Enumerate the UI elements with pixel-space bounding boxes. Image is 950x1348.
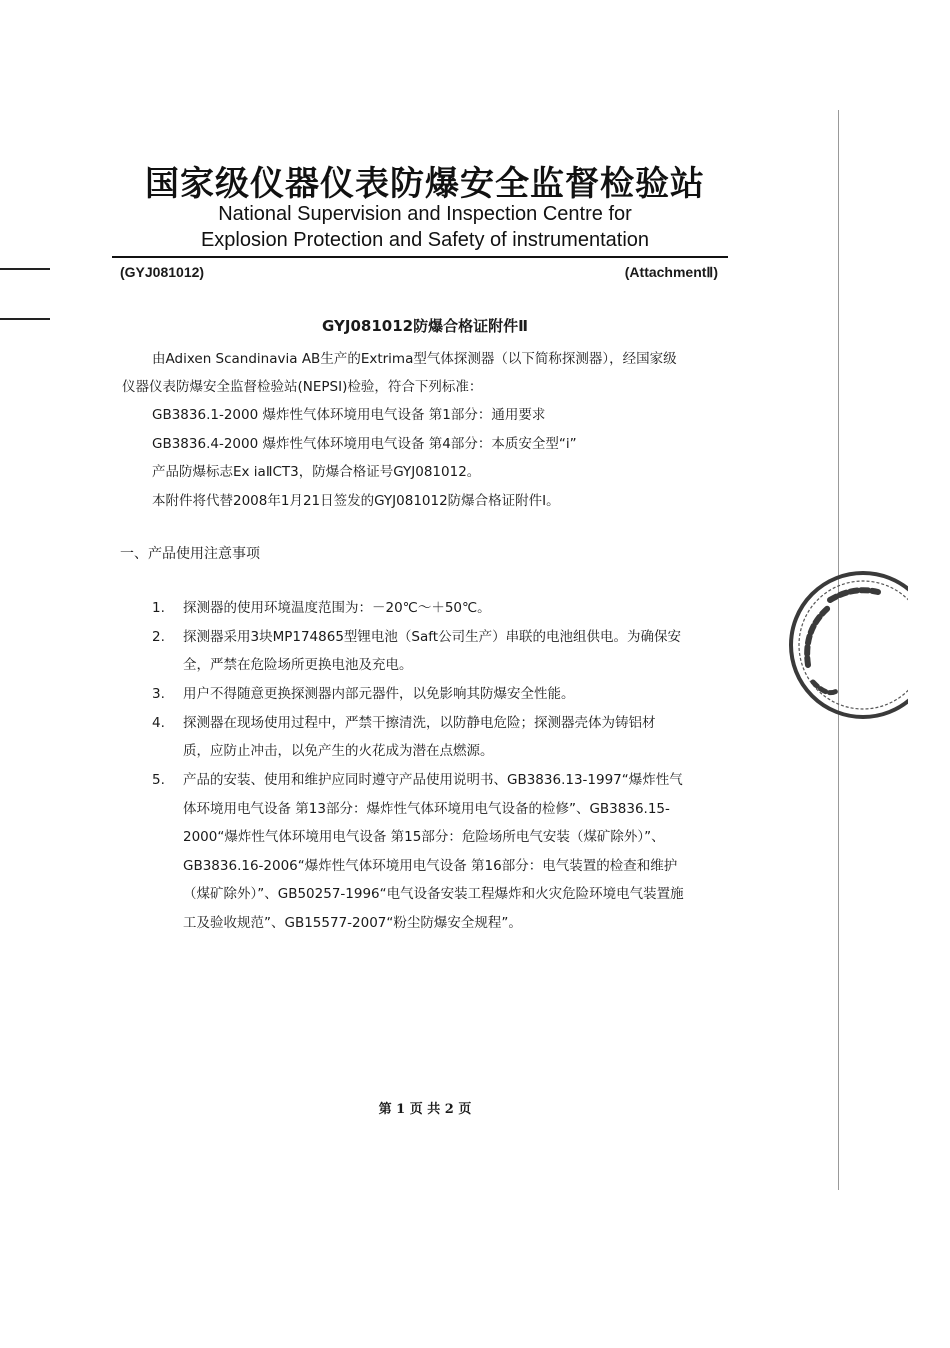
list-item-line: GB3836.16-2006“爆炸性气体环境用电气设备 第16部分：电气装置的检查和维护 [183, 858, 678, 874]
standard-1: GB3836.1-2000 爆炸性气体环境用电气设备 第1部分：通用要求 [152, 407, 546, 423]
list-item-line: 探测器的使用环境温度范围为：－20℃～＋50℃。 [183, 600, 491, 616]
intro-line-1: 由Adixen Scandinavia AB生产的Extrima型气体探测器（以下简称探测器），经国家级 [152, 351, 677, 367]
list-item-number: 1. [152, 600, 165, 616]
official-seal-icon [768, 570, 908, 720]
header-divider [112, 256, 728, 258]
reference-number: (GYJ081012) [120, 264, 205, 280]
page-number: 第 1 页 共 2 页 [378, 1102, 472, 1117]
list-item-line: 探测器在现场使用过程中，严禁干擦清洗，以防静电危险；探测器壳体为铸铝材 [183, 715, 656, 731]
header-title-cn: 国家级仪器仪表防爆安全监督检验站 [145, 164, 705, 204]
list-item-number: 4. [152, 715, 165, 731]
standard-2: GB3836.4-2000 爆炸性气体环境用电气设备 第4部分：本质安全型“i” [152, 436, 577, 452]
section-heading: 一、产品使用注意事项 [120, 546, 260, 562]
document-title: GYJ081012防爆合格证附件Ⅱ [322, 317, 528, 335]
header-title-en-line1: National Supervision and Inspection Centre for [218, 203, 632, 225]
list-item-line: 2000“爆炸性气体环境用电气设备 第15部分：危险场所电气安装（煤矿除外）”、 [183, 829, 665, 845]
attachment-label: (AttachmentⅡ) [624, 264, 718, 280]
list-item-number: 3. [152, 686, 165, 702]
list-item-line: 体环境用电气设备 第13部分：爆炸性气体环境用电气设备的检修”、GB3836.15- [183, 801, 670, 817]
list-item-line: 全，严禁在危险场所更换电池及充电。 [183, 657, 413, 673]
header-title-en-line2: Explosion Protection and Safety of instrumentation [200, 229, 650, 251]
list-item-line: 探测器采用3块MP174865型锂电池（Saft公司生产）串联的电池组供电。为确保安 [183, 629, 682, 645]
list-item-line: 工及验收规范”、GB15577-2007“粉尘防爆安全规程”。 [183, 915, 522, 931]
list-item-line: （煤矿除外）”、GB50257-1996“电气设备安装工程爆炸和火灾危险环境电气装置施 [183, 886, 684, 902]
list-item-number: 5. [152, 772, 165, 788]
margin-rule-top [0, 268, 50, 270]
list-item-line: 用户不得随意更换探测器内部元器件，以免影响其防爆安全性能。 [183, 686, 575, 702]
list-item-line: 产品的安装、使用和维护应同时遵守产品使用说明书、GB3836.13-1997“爆炸性气 [183, 772, 683, 788]
replacement-note: 本附件将代替2008年1月21日签发的GYJ081012防爆合格证附件Ⅰ。 [152, 493, 560, 509]
intro-line-2: 仪器仪表防爆安全监督检验站(NEPSI)检验，符合下列标准： [122, 379, 483, 395]
list-item-number: 2. [152, 629, 165, 645]
explosion-marking: 产品防爆标志Ex iaⅡCT3，防爆合格证号GYJ081012。 [152, 464, 481, 480]
list-item-line: 质，应防止冲击，以免产生的火花成为潜在点燃源。 [183, 743, 494, 759]
